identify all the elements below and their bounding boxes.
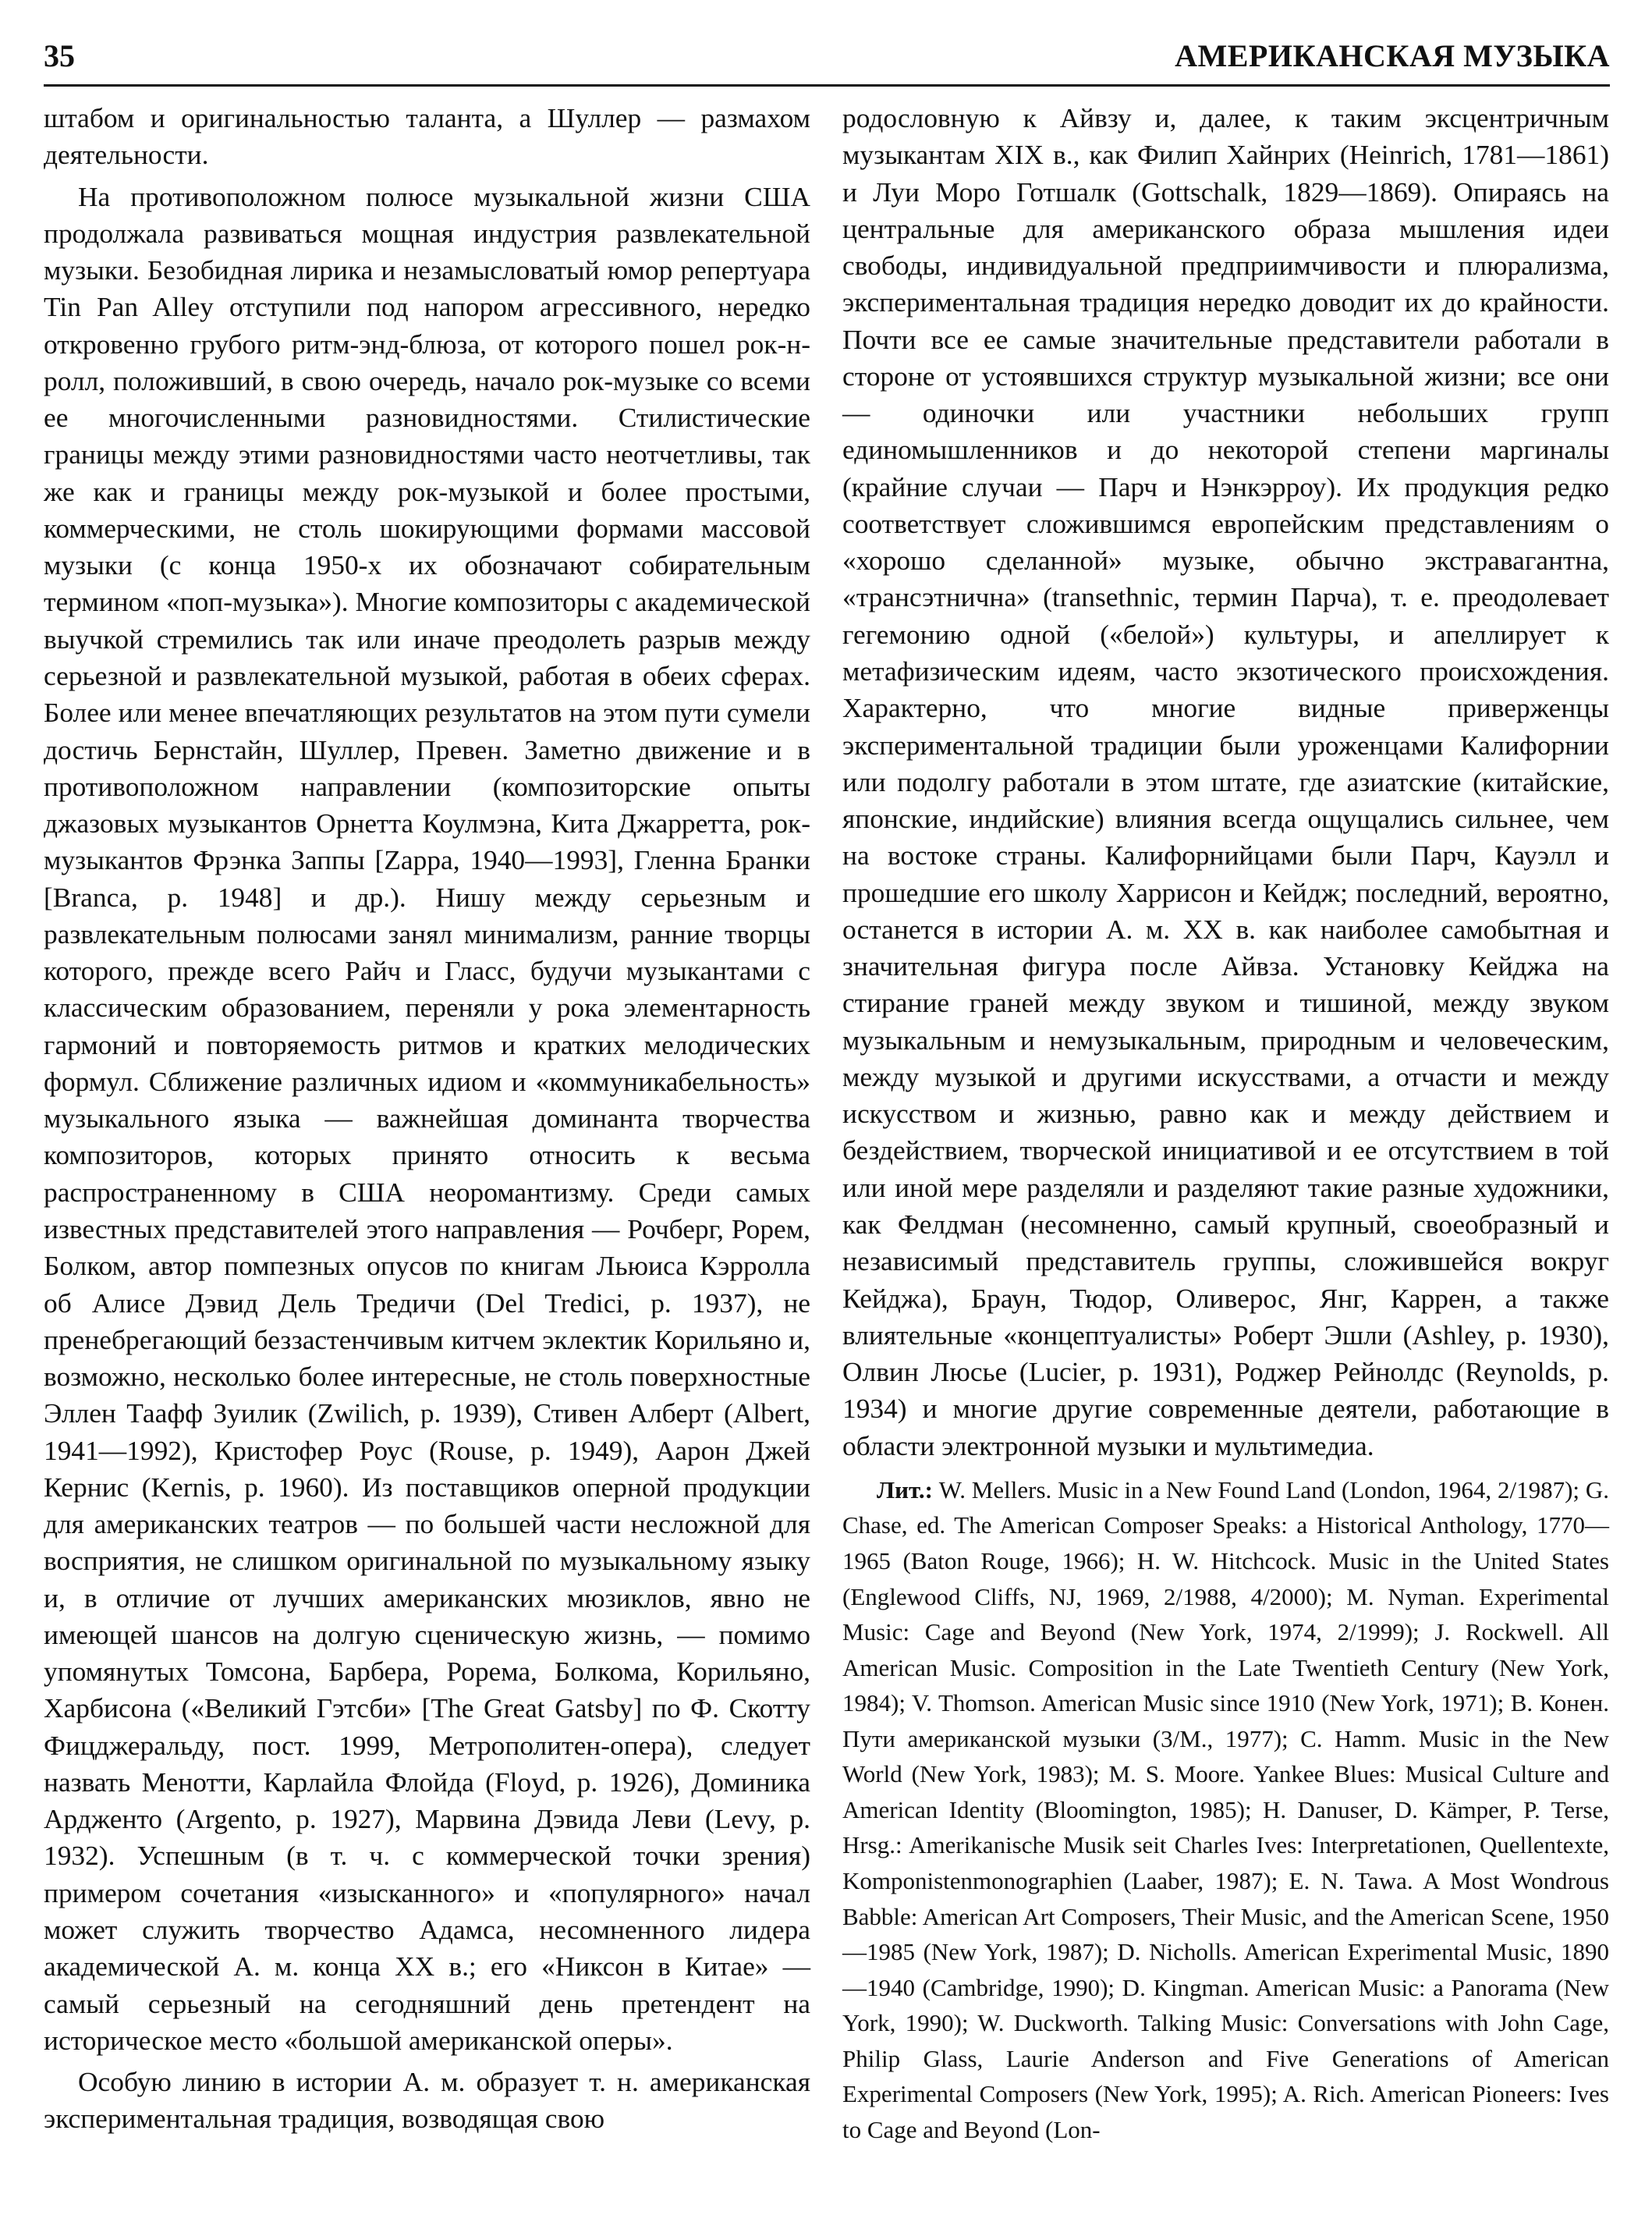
left-paragraph-3: Особую линию в истории А. м. образует т. н. американская экспериментальная традиция, возводящая свою — [44, 2066, 810, 2135]
literature-label: Лит.: — [877, 1475, 933, 1503]
right-column — [842, 100, 1609, 2153]
left-paragraph-1: штабом и оригинальностью таланта, а Шуллер — размахом деятельности. — [44, 102, 810, 171]
right-paragraph-1: родословную к Айвзу и, далее, к таким эксцентричным музыкантам XIX в., как Филип Хайнрих (Heinrich, 1781—1861) и Луи Моро Готшалк (Gottschalk, 1829—1869). Опираясь на центральные для американского образа мышления идеи свободы, индивидуальной предприимчивости и плюрализма, экспериментальная традиция нередко доводит их до крайности. Почти все ее самые значительные представители работали в стороне от устоявшихся структур музыкальной жизни; все они — одиночки или участники небольших групп единомышленников и до некоторой степени маргиналы (крайние случаи — Парч и Нэнкэрроу). Их продукция редко соответствует сложившимся европейским представлениям о «хорошо сделанной» музыке, обычно экстравагантна, «трансэтнична» (transethnic, термин Парча), т. е. преодолевает гегемонию одной («белой») культуры, и апеллирует к метафизическим идеям, часто экзотического происхождения. Характерно, что многие видные приверженцы экспериментальной традиции были уроженцами Калифорнии или подолгу работали в этом штате, где азиатские (китайские, японские, индийские) влияния всегда ощущались сильнее, чем на востоке страны. Калифорнийцами были Парч, Кауэлл и прошедшие его школу Харрисон и Кейдж; последний, вероятно, останется в истории А. м. XX в. как наиболее самобытная и значительная фигура после Айвза. Установку Кейджа на стирание граней между звуком и тишиной, между звуком музыкальным и немузыкальным, природным и человеческим, между музыкой и другими искусствами, а отчасти и между искусством и жизнью, равно как и между действием и бездействием, творческой инициативой и ее отсутствием в той или иной мере разделяли и разделяют такие разные художники, как Фелдман (несомненно, самый крупный, своеобразный и независимый представитель группы, сложившейся вокруг Кейджа), Браун, Тюдор, Оливерос, Янг, Каррен, а также влиятельные «концептуалисты» Роберт Эшли (Ashley, р. 1930), Олвин Люсье (Lucier, р. 1931), Роджер Рейнолдс (Reynolds, р. 1934) и многие другие современные деятели, работающие в области электронной музыки и мультимедиа. — [842, 102, 1609, 1461]
page-header — [44, 37, 1610, 84]
page-number: 35 — [44, 38, 75, 73]
left-column — [44, 100, 810, 2142]
literature-list — [842, 1472, 1609, 2148]
running-head: АМЕРИКАНСКАЯ МУЗЫКА — [1175, 38, 1610, 73]
literature-text: W. Mellers. Music in a New Found Land (London, 1964, 2/1987); G. Chase, ed. The American Composer Speaks: a Historical Anthology, 1770—1965 (Baton Rouge, 1966); H. W. Hitchcock. Music in the United States (Englewood Cliffs, NJ, 1969, 2/1988, 4/2000); M. Nyman. Experimental Music: Cage and Beyond (New York, 1974, 2/1999); J. Rockwell. All American Music. Composition in the Late Twentieth Century (New York, 1984); V. Thomson. American Music since 1910 (New York, 1971); В. Конен. Пути американской музыки (3/М., 1977); C. Hamm. Music in the New World (New York, 1983); M. S. Moore. Yankee Blues: Musical Culture and American Identity (Bloomington, 1985); H. Danuser, D. Kämper, P. Terse, Hrsg.: Amerikanische Musik seit Charles Ives: Interpretationen, Quellentexte, Komponistenmonographien (Laaber, 1987); E. N. Tawa. A Most Wondrous Babble: American Art Composers, Their Music, and the American Scene, 1950—1985 (New York, 1987); D. Nicholls. American Experimental Music, 1890—1940 (Cambridge, 1990); D. Kingman. American Music: a Panorama (New York, 1990); W. Duckworth. Talking Music: Conversations with John Cage, Philip Glass, Laurie Anderson and Five Generations of American Experimental Composers (New York, 1995); A. Rich. American Pioneers: Ives to Cage and Beyond (Lon- — [842, 1475, 1610, 2143]
left-paragraph-2: На противоположном полюсе музыкальной жизни США продолжала развиваться мощная индустрия развлекательной музыки. Безобидная лирика и незамысловатый юмор репертуара Tin Pan Alley отступили под напором агрессивного, нередко откровенно грубого ритм-энд-блюза, от которого пошел рок-н-ролл, положивший, в свою очередь, начало рок-музыке со всеми ее многочисленными разновидностями. Стилистические границы между этими разновидностями часто неотчетливы, так же как и границы между рок-музыкой и более простыми, коммерческими, не столь шокирующими формами массовой музыки (с конца 1950-х их обозначают собирательным термином «поп-музыка»). Многие композиторы с академической выучкой стремились так или иначе преодолеть разрыв между серьезной и развлекательной музыкой, работая в обеих сферах. Более или менее впечатляющих результатов на этом пути сумели достичь Бернстайн, Шуллер, Превен. Заметно движение и в противоположном направлении (композиторские опыты джазовых музыкантов Орнетта Коулмэна, Кита Джарретта, рок-музыкантов Фрэнка Заппы [Zappa, 1940—1993], Гленна Бранки [Branca, р. 1948] и др.). Нишу между серьезным и развлекательным полюсами занял минимализм, ранние творцы которого, прежде всего Райч и Гласс, будучи музыкантами с классическим образованием, переняли у рока элементарность гармоний и повторяемость ритмов и кратких мелодических формул. Сближение различных идиом и «коммуникабельность» музыкального языка — важнейшая доминанта творчества композиторов, которых принято относить к весьма распространенному в США неоромантизму. Среди самых известных представителей этого направления — Рочберг, Рорем, Болком, автор помпезных опусов по книгам Льюиса Кэрролла об Алисе Дэвид Дель Тредичи (Del Tredici, р. 1937), не пренебрегающий беззастенчивым китчем эклектик Корильяно и, возможно, несколько более интересные, не столь поверхностные Эллен Таафф Зуилик (Zwilich, р. 1939), Стивен Алберт (Albert, 1941—1992), Кристофер Роус (Rouse, р. 1949), Аарон Джей Кернис (Kernis, р. 1960). Из поставщиков оперной продукции для американских театров — по большей части несложной для восприятия, не слишком оригинальной по музыкальному языку и, в отличие от лучших американских мюзиклов, явно не имеющей шансов на долгую сценическую жизнь, — помимо упомянутых Томсона, Барбера, Рорема, Болкома, Корильяно, Харбисона («Великий Гэтсби» [The Great Gatsby] по Ф. Скотту Фицджеральду, пост. 1999, Метрополитен-опера), следует назвать Менотти, Карлайла Флойда (Floyd, р. 1926), Доминика Ардженто (Argento, р. 1927), Марвина Дэвида Леви (Levy, р. 1932). Успешным (в т. ч. с коммерческой точки зрения) примером сочетания «изысканного» и «популярного» начал может служить творчество Адамса, несомненного лидера академической А. м. конца XX в.; его «Никсон в Китае» — самый серьезный на сегодняшний день претендент на историческое место «большой американской оперы». — [44, 180, 810, 2056]
header-rule — [44, 84, 1610, 87]
